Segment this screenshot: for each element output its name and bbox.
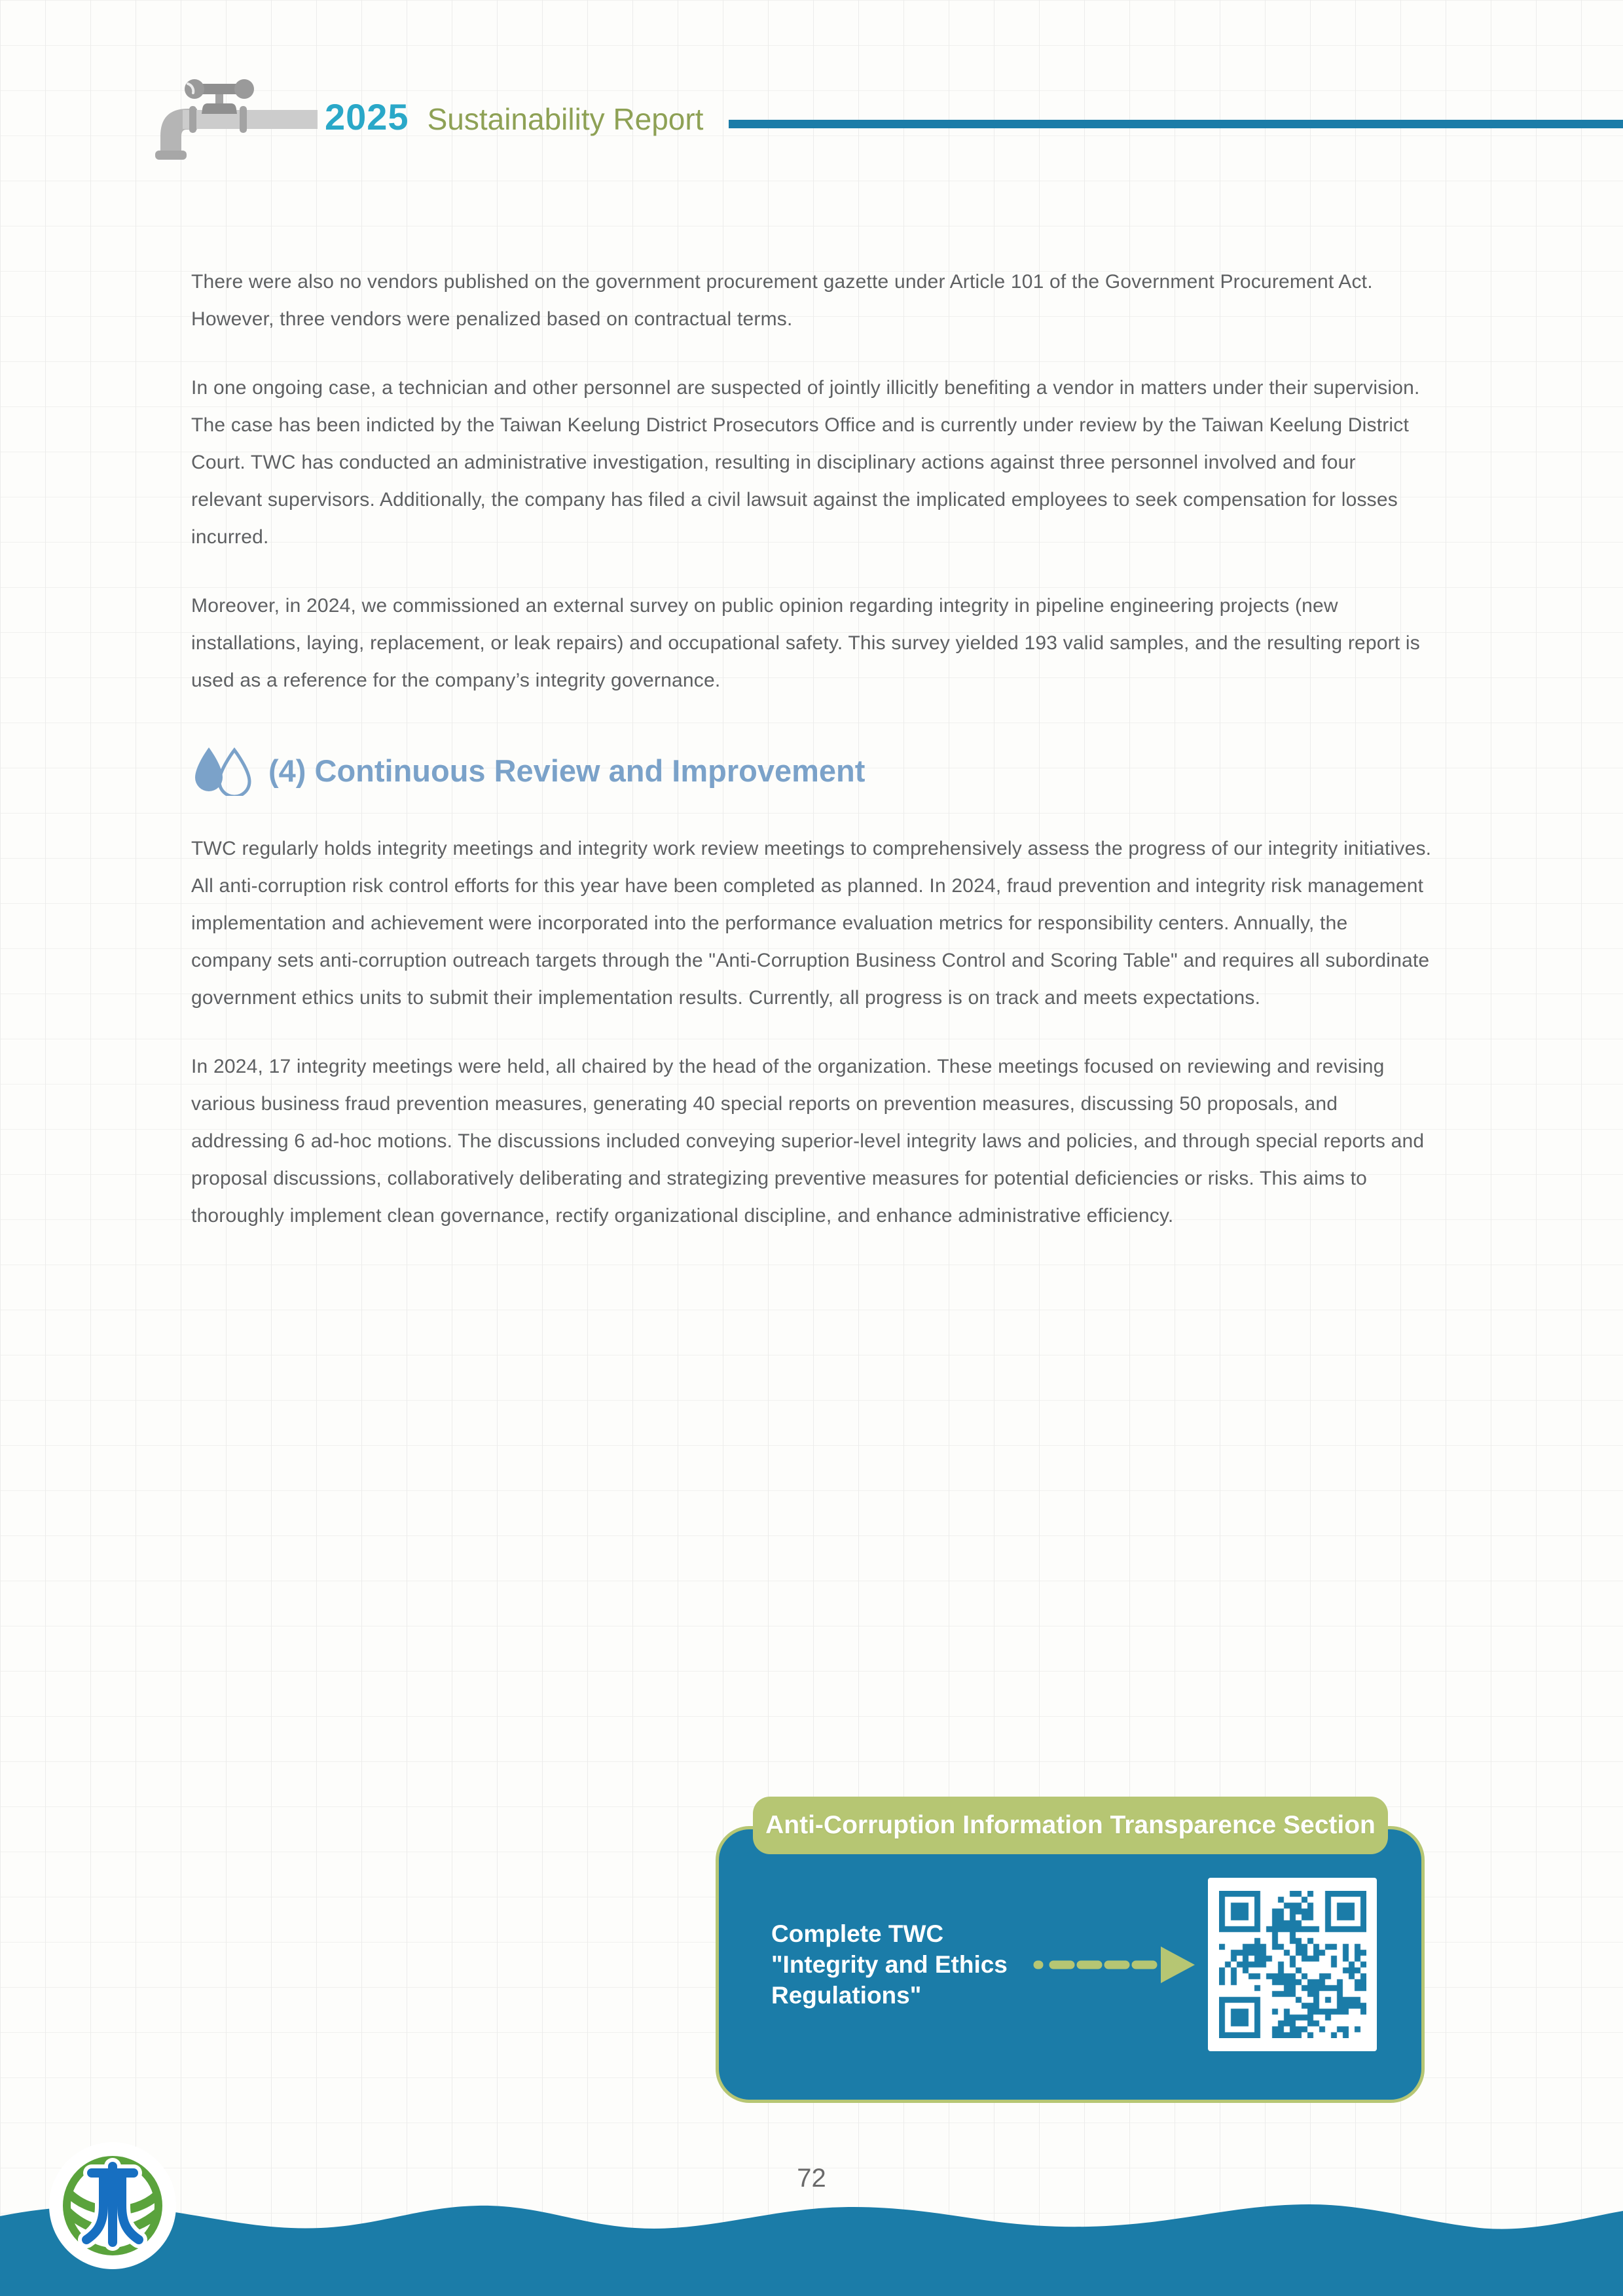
twc-logo <box>49 2142 176 2269</box>
callout-text <box>771 1918 1026 2011</box>
dashed-arrow-icon <box>1032 1944 1196 1986</box>
body-paragraph: In one ongoing case, a technician and other personnel are suspected of jointly illicitly benefiting a vendor in matters under their supervision. The case has been indicted by the Taiwan Keelung District Prosecutors Office and is currently under review by the Taiwan Keelung District Court. TWC has conducted an administrative investigation, resulting in disciplinary actions against three personnel involved and four relevant supervisors. Additionally, the company has filed a civil lawsuit against the implicated employees to seek compensation for losses incurred. <box>191 377 1420 548</box>
header-rule <box>729 120 1623 128</box>
callout-text-line: "Integrity and Ethics <box>771 1951 1008 1978</box>
water-drops-icon <box>191 745 255 796</box>
page-header <box>325 96 703 138</box>
anti-corruption-callout <box>716 1797 1431 2109</box>
callout-body <box>716 1826 1425 2103</box>
section-heading-label: (4) Continuous Review and Improvement <box>268 753 866 788</box>
faucet-icon <box>154 79 318 164</box>
callout-text-line: Complete TWC <box>771 1920 944 1947</box>
body-paragraph: There were also no vendors published on the government procurement gazette under Article 101 of the Government Procurement Act. However, three vendors were penalized based on contractual terms. <box>191 271 1373 330</box>
callout-text-line: Regulations" <box>771 1982 922 2009</box>
section-heading <box>191 745 1432 796</box>
qr-code <box>1208 1878 1377 2051</box>
report-year: 2025 <box>325 96 409 137</box>
footer-wave <box>0 2132 1623 2296</box>
page-number: 72 <box>797 2164 826 2193</box>
report-title: Sustainability Report <box>427 102 704 136</box>
body-paragraph: TWC regularly holds integrity meetings and integrity work review meetings to comprehensively assess the progress of our integrity initiatives. All anti-corruption risk control efforts for this year have been completed as planned. In 2024, fraud prevention and integrity risk management implementation and achievement were incorporated into the performance evaluation metrics for responsibility centers. Annually, the company sets anti-corruption outreach targets through the "Anti-Corruption Business Control and Scoring Table" and requires all subordinate government ethics units to submit their implementation results. Currently, all progress is on track and meets expectations. <box>191 838 1432 1009</box>
body-paragraph: In 2024, 17 integrity meetings were held, all chaired by the head of the organization. These meetings focused on reviewing and revising various business fraud prevention measures, generating 40 special reports on prevention measures, discussing 50 proposals, and addressing 6 ad-hoc motions. The discussions included conveying superior-level integrity laws and policies, and through special reports and proposal discussions, collaboratively deliberating and strategizing preventive measures for potential deficiencies or risks. This aims to thoroughly implement clean governance, rectify organizational discipline, and enhance administrative efficiency. <box>191 1056 1425 1227</box>
page-body <box>191 263 1432 1266</box>
body-paragraph: Moreover, in 2024, we commissioned an external survey on public opinion regarding integrity in pipeline engineering projects (new installations, laying, replacement, or leak repairs) and occupational safety. This survey yielded 193 valid samples, and the resulting report is used as a reference for the company’s integrity governance. <box>191 595 1420 691</box>
callout-title: Anti-Corruption Information Transparence Section <box>753 1797 1388 1854</box>
